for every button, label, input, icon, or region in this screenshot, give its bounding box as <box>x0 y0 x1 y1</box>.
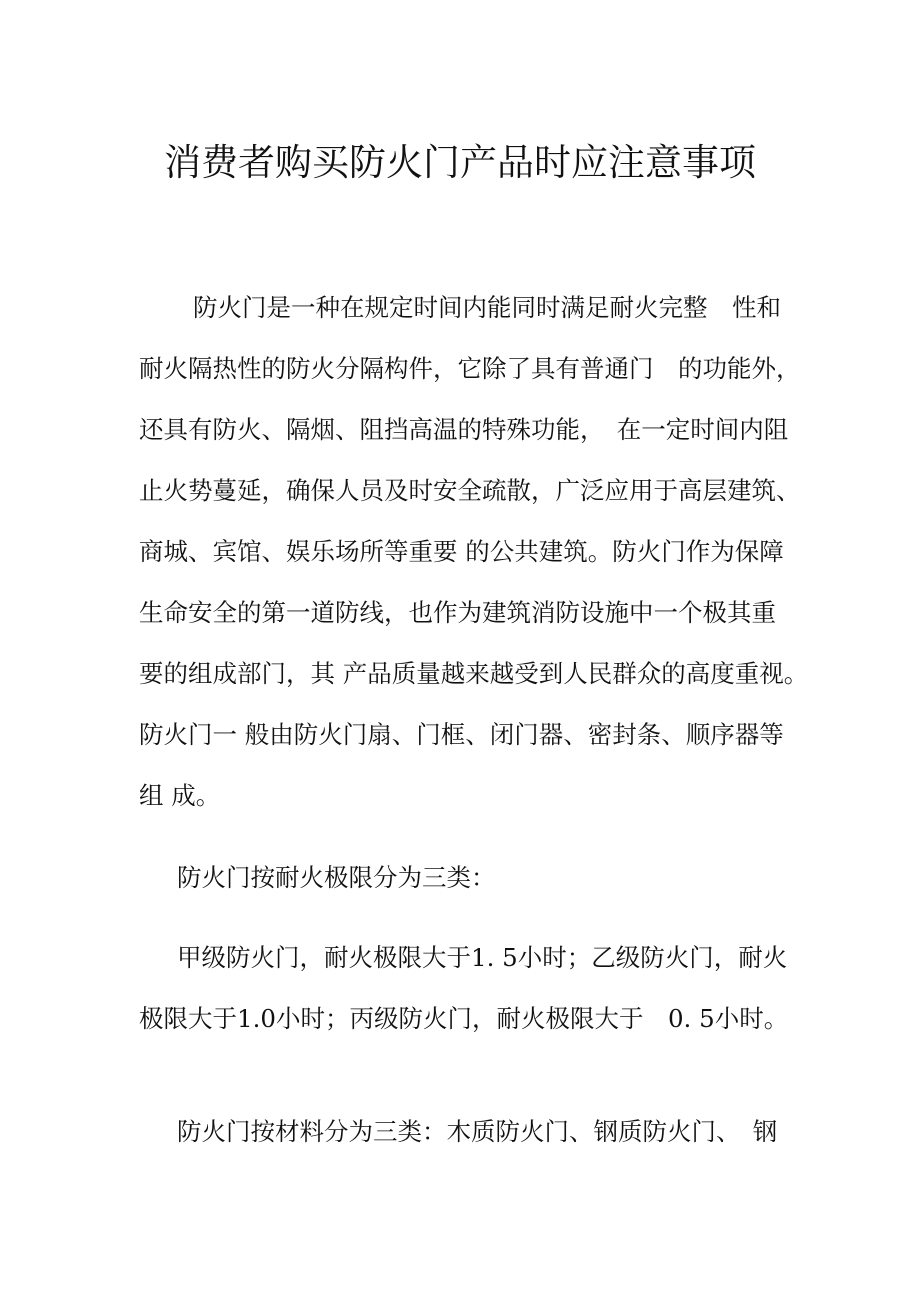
fire-rating-line: 甲级防火门，耐火极限大于1. 5小时；乙级防火门，耐火 <box>177 943 788 972</box>
paragraph-line: 生命安全的第一道防线，也作为建筑消防设施中一个极其重 <box>139 598 776 627</box>
fire-rating-line: 极限大于1.0小时；丙级防火门，耐火极限大于 0. 5小时。 <box>139 1004 789 1033</box>
material-classification-line: 防火门按材料分为三类：木质防火门、钢质防火门、 钢 <box>177 1117 778 1146</box>
paragraph-line: 要的组成部门，其 产品质量越来越受到人民群众的高度重视。 <box>139 659 809 688</box>
paragraph-line: 止火势蔓延，确保人员及时安全疏散，广泛应用于高层建筑、 <box>139 476 801 505</box>
paragraph-line: 防火门一 般由防火门扇、门框、闭门器、密封条、顺序器等 <box>139 720 784 749</box>
paragraph-line: 商城、宾馆、娱乐场所等重要 的公共建筑。防火门作为保障 <box>139 537 784 566</box>
fire-rating-heading: 防火门按耐火极限分为三类： <box>177 863 496 892</box>
paragraph-line: 耐火隔热性的防火分隔构件，它除了具有普通门 的功能外， <box>139 354 801 383</box>
paragraph-line: 防火门是一种在规定时间内能同时满足耐火完整 性和 <box>193 293 781 322</box>
paragraph-line: 还具有防火、隔烟、阻挡高温的特殊功能， 在一定时间内阻 <box>139 415 789 444</box>
document-title: 消费者购买防火门产品时应注意事项 <box>164 141 756 184</box>
paragraph-line: 组 成。 <box>139 781 221 810</box>
